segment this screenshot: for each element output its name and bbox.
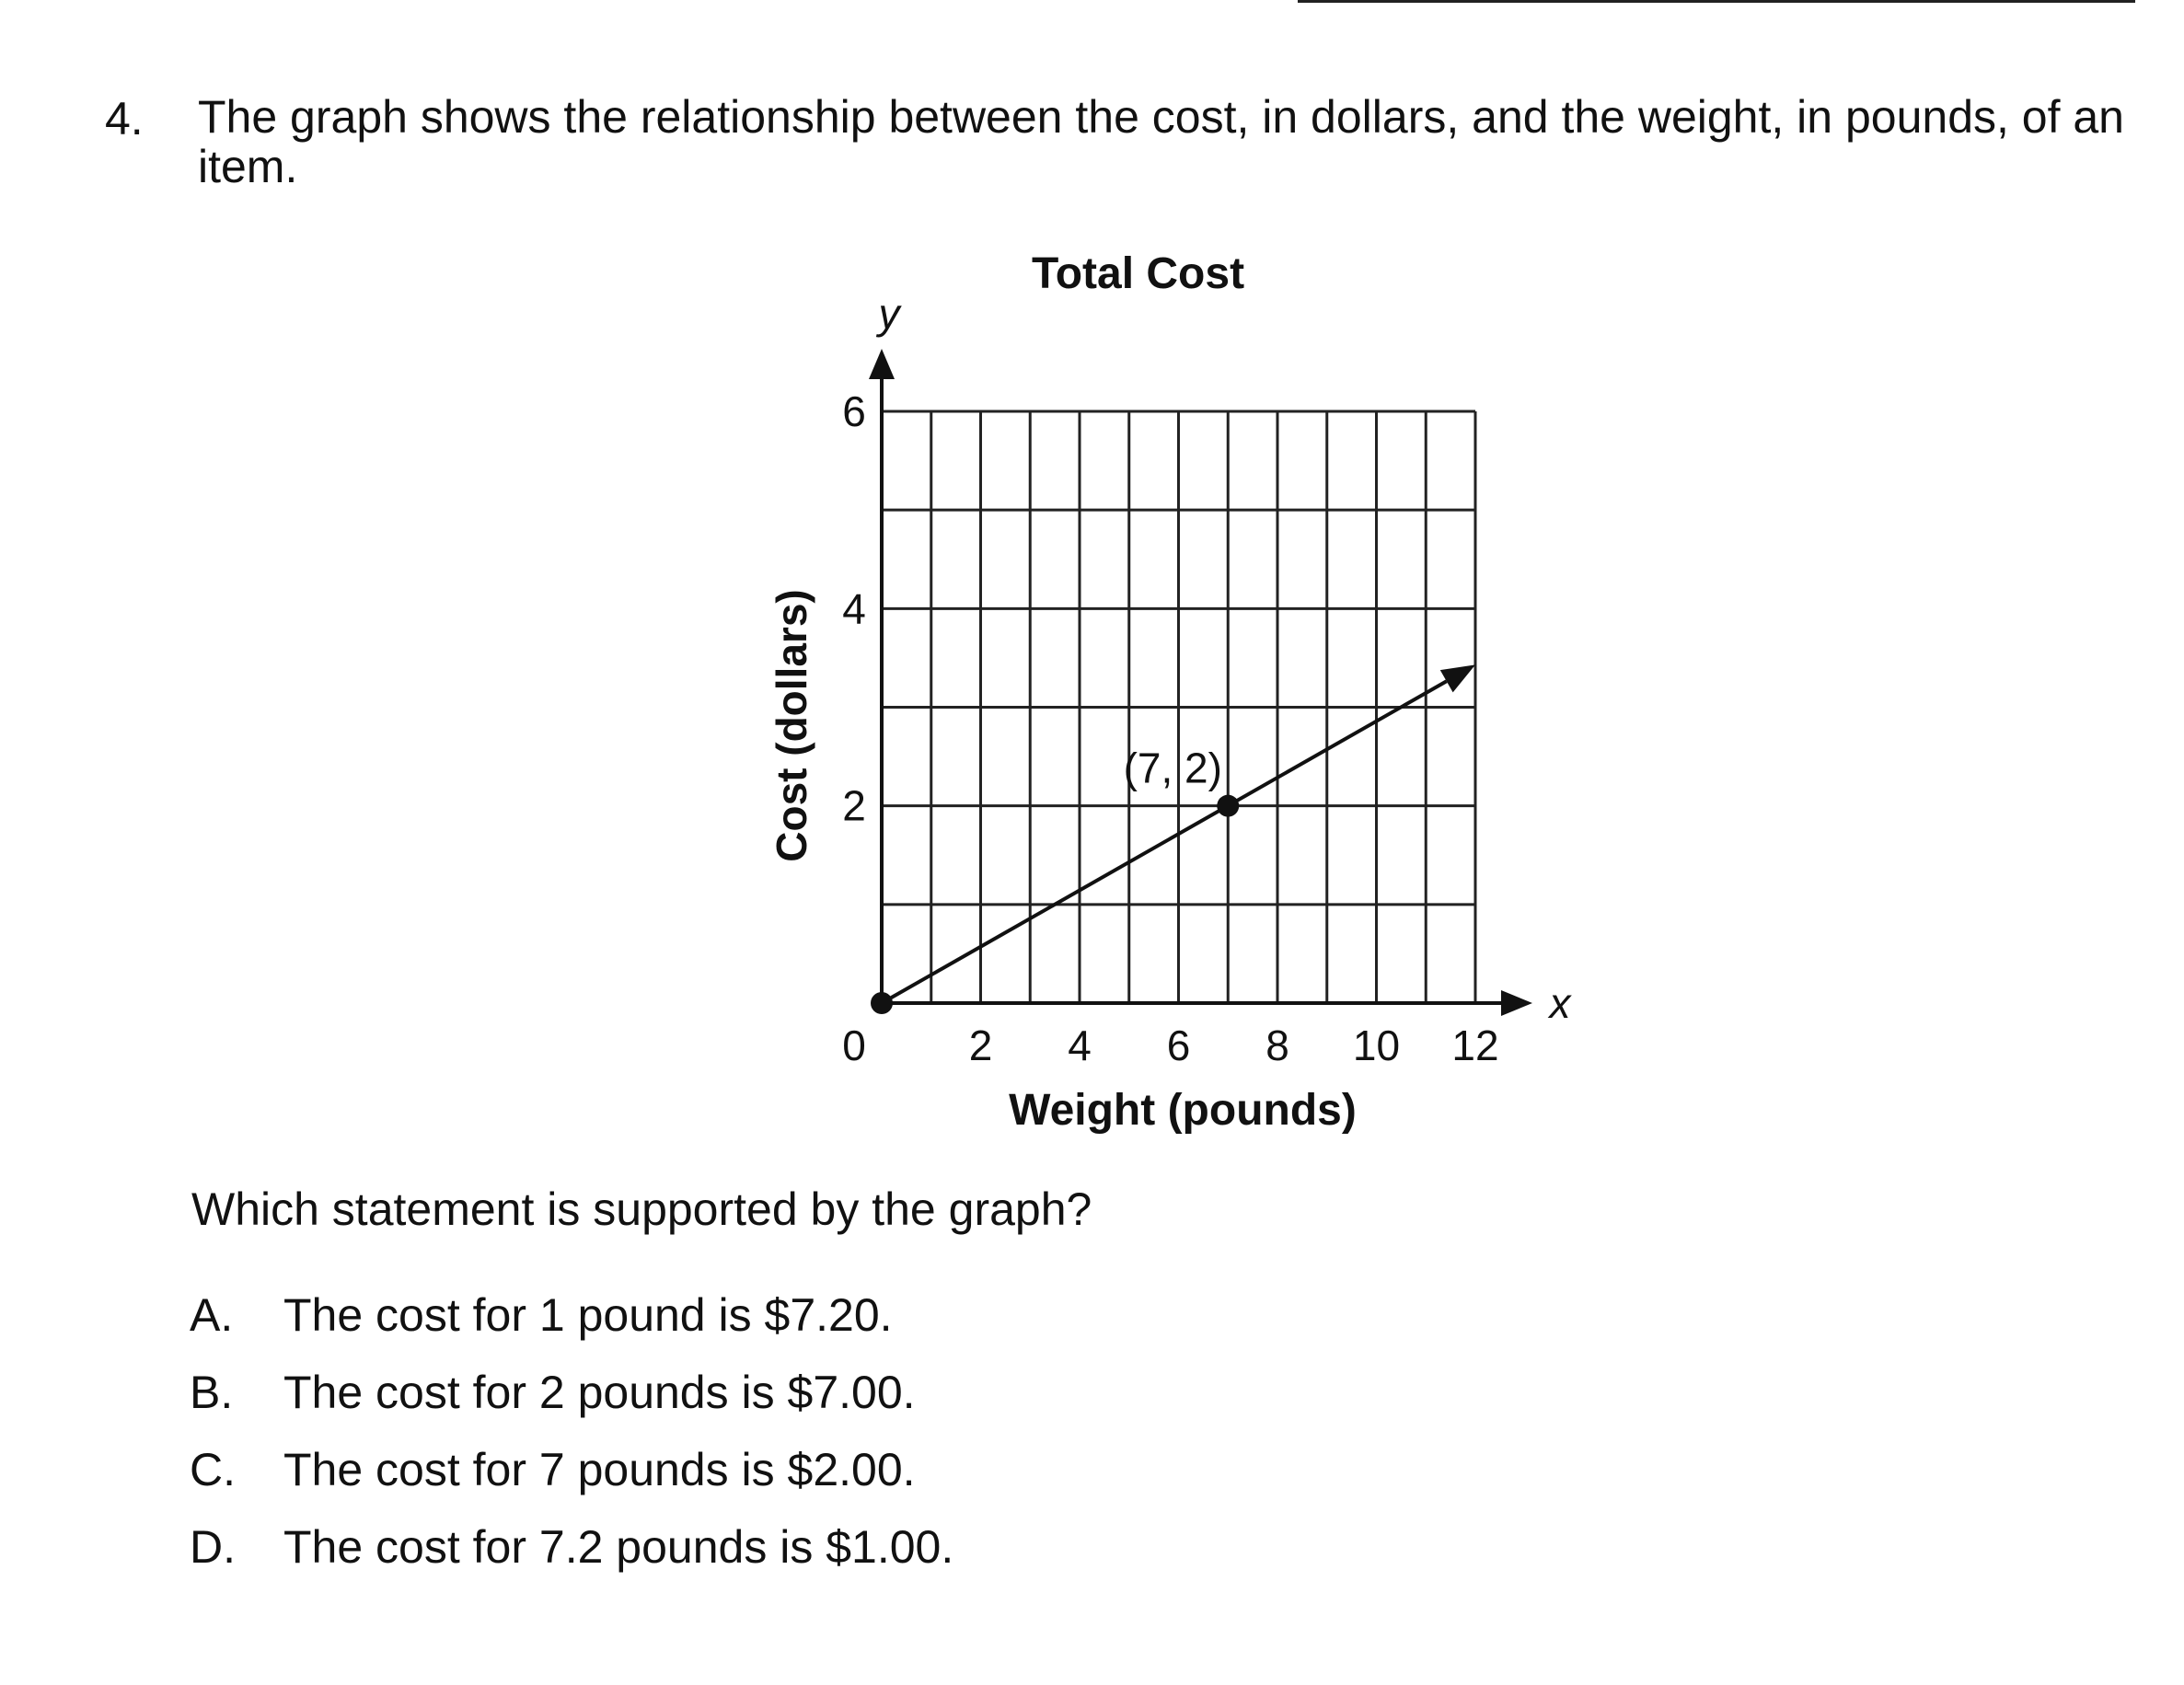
- choice-text: The cost for 1 pound is $7.20.: [283, 1289, 893, 1341]
- y-tick-label: 6: [842, 387, 866, 435]
- chart-axes: [869, 349, 1532, 1016]
- y-axis-arrow-icon: [869, 349, 895, 379]
- chart-title: Total Cost: [1031, 249, 1245, 298]
- choice-text: The cost for 7 pounds is $2.00.: [283, 1444, 916, 1495]
- y-axis-letter: y: [878, 290, 900, 338]
- point-label: (7, 2): [1123, 744, 1222, 792]
- choice-letter: D.: [190, 1521, 236, 1573]
- question-text: The graph shows the relationship between the cost, in dollars, and the weight, in pounds, of an item.: [198, 91, 2124, 192]
- choice-letter: C.: [190, 1444, 236, 1495]
- chart-grid: [882, 411, 1475, 1003]
- series-arrow-icon: [1440, 664, 1475, 692]
- y-axis-title: Cost (dollars): [768, 589, 815, 862]
- choice-c[interactable]: [190, 1443, 916, 1496]
- chart-marks: [871, 664, 1475, 1014]
- choice-b[interactable]: [190, 1366, 916, 1419]
- x-tick-label: 4: [1068, 1021, 1092, 1069]
- data-point: [1217, 795, 1239, 817]
- x-tick-label: 6: [1166, 1021, 1191, 1069]
- choice-letter: B.: [190, 1367, 234, 1418]
- choice-letter: A.: [190, 1289, 234, 1341]
- choice-a[interactable]: [190, 1288, 893, 1342]
- x-axis-arrow-icon: [1501, 990, 1532, 1016]
- y-tick-label: 2: [842, 781, 866, 830]
- x-axis-title: Weight (pounds): [1009, 1086, 1357, 1135]
- question-number: 4.: [105, 93, 144, 144]
- choice-d[interactable]: [190, 1520, 953, 1574]
- question-prompt: Which statement is supported by the graph?: [191, 1183, 1092, 1235]
- x-tick-label: 0: [842, 1021, 866, 1069]
- y-tick-label: 4: [842, 584, 866, 633]
- x-tick-label: 12: [1451, 1021, 1499, 1069]
- x-tick-label: 2: [968, 1021, 993, 1069]
- x-axis-letter: x: [1549, 979, 1571, 1027]
- series-line: [882, 681, 1447, 1003]
- choice-text: The cost for 2 pounds is $7.00.: [283, 1367, 916, 1418]
- x-tick-label: 8: [1265, 1021, 1289, 1069]
- x-tick-label: 10: [1352, 1021, 1401, 1069]
- choice-text: The cost for 7.2 pounds is $1.00.: [283, 1521, 954, 1573]
- data-point: [871, 992, 893, 1014]
